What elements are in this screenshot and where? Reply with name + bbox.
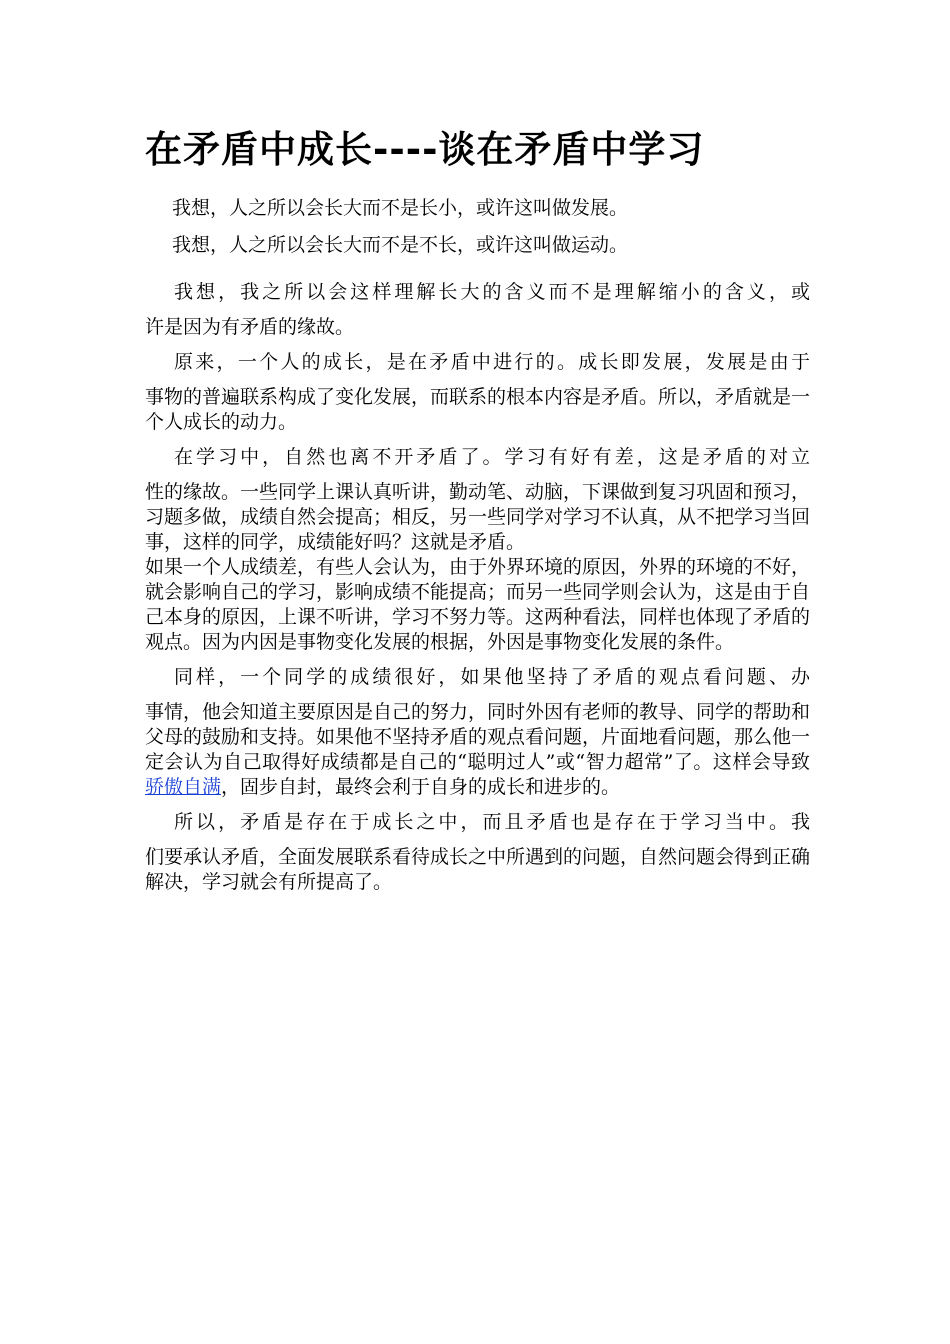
paragraph-2-rest: 事物的普遍联系构成了变化发展，而联系的根本内容是矛盾。所以，矛盾就是一个人成长的动力。 xyxy=(145,386,811,433)
paragraph-6-first-line: 所以，矛盾是存在于成长之中，而且矛盾也是存在于学习当中。我 xyxy=(174,811,810,833)
paragraph-5-text-after-link: ，固步自封，最终会利于自身的成长和进步的。 xyxy=(221,776,621,798)
paragraph-1-first-line: 我想，我之所以会这样理解长大的含义而不是理解缩小的含义，或 xyxy=(174,281,810,303)
paragraph-2 xyxy=(145,350,810,435)
intro-line-2: 我想，人之所以会长大而不是不长，或许这叫做运动。 xyxy=(172,234,629,256)
document-body xyxy=(145,196,810,905)
paragraph-5-text-before-link: 事情，他会知道主要原因是自己的努力，同时外因有老师的教导、同学的帮助和父母的鼓励和支持。如果他不坚持矛盾的观点看问题，片面地看问题，那么他一定会认为自己取得好成绩都是自己的“聪明过人”或“智力超常”了。这样会导致 xyxy=(145,701,811,773)
paragraph-5-rest xyxy=(145,700,810,800)
paragraph-5-first-line: 同样，一个同学的成绩很好，如果他坚持了矛盾的观点看问题、办 xyxy=(174,666,810,688)
paragraph-6 xyxy=(145,810,810,895)
paragraph-4: 如果一个人成绩差，有些人会认为，由于外界环境的原因，外界的环境的不好，就会影响自己的学习，影响成绩不能提高；而另一些同学则会认为，这是由于自己本身的原因，上课不听讲，学习不努力等。这两种看法，同样也体现了矛盾的观点。因为内因是事物变化发展的根据，外因是事物变化发展的条件。 xyxy=(145,556,811,653)
paragraph-3-first-line: 在学习中，自然也离不开矛盾了。学习有好有差，这是矛盾的对立 xyxy=(174,446,810,468)
paragraph-5 xyxy=(145,665,810,800)
intro-line-1: 我想，人之所以会长大而不是长小，或许这叫做发展。 xyxy=(172,197,629,219)
paragraph-1 xyxy=(145,280,810,340)
paragraph-6-rest: 们要承认矛盾，全面发展联系看待成长之中所遇到的问题，自然问题会得到正确解决，学习就会有所提高了。 xyxy=(145,846,811,893)
paragraph-3 xyxy=(145,445,810,655)
paragraph-3-rest: 性的缘故。一些同学上课认真听讲，勤动笔、动脑，下课做到复习巩固和预习，习题多做，成绩自然会提高；相反，另一些同学对学习不认真，从不把学习当回事，这样的同学，成绩能好吗？这就是矛盾。 xyxy=(145,481,811,553)
paragraph-2-first-line: 原来，一个人的成长，是在矛盾中进行的。成长即发展，发展是由于 xyxy=(174,351,810,373)
page-title: 在矛盾中成长----谈在矛盾中学习 xyxy=(145,128,705,171)
arrogance-link[interactable]: 骄傲自满 xyxy=(145,776,222,798)
paragraph-1-rest: 许是因为有矛盾的缘故。 xyxy=(145,316,355,338)
